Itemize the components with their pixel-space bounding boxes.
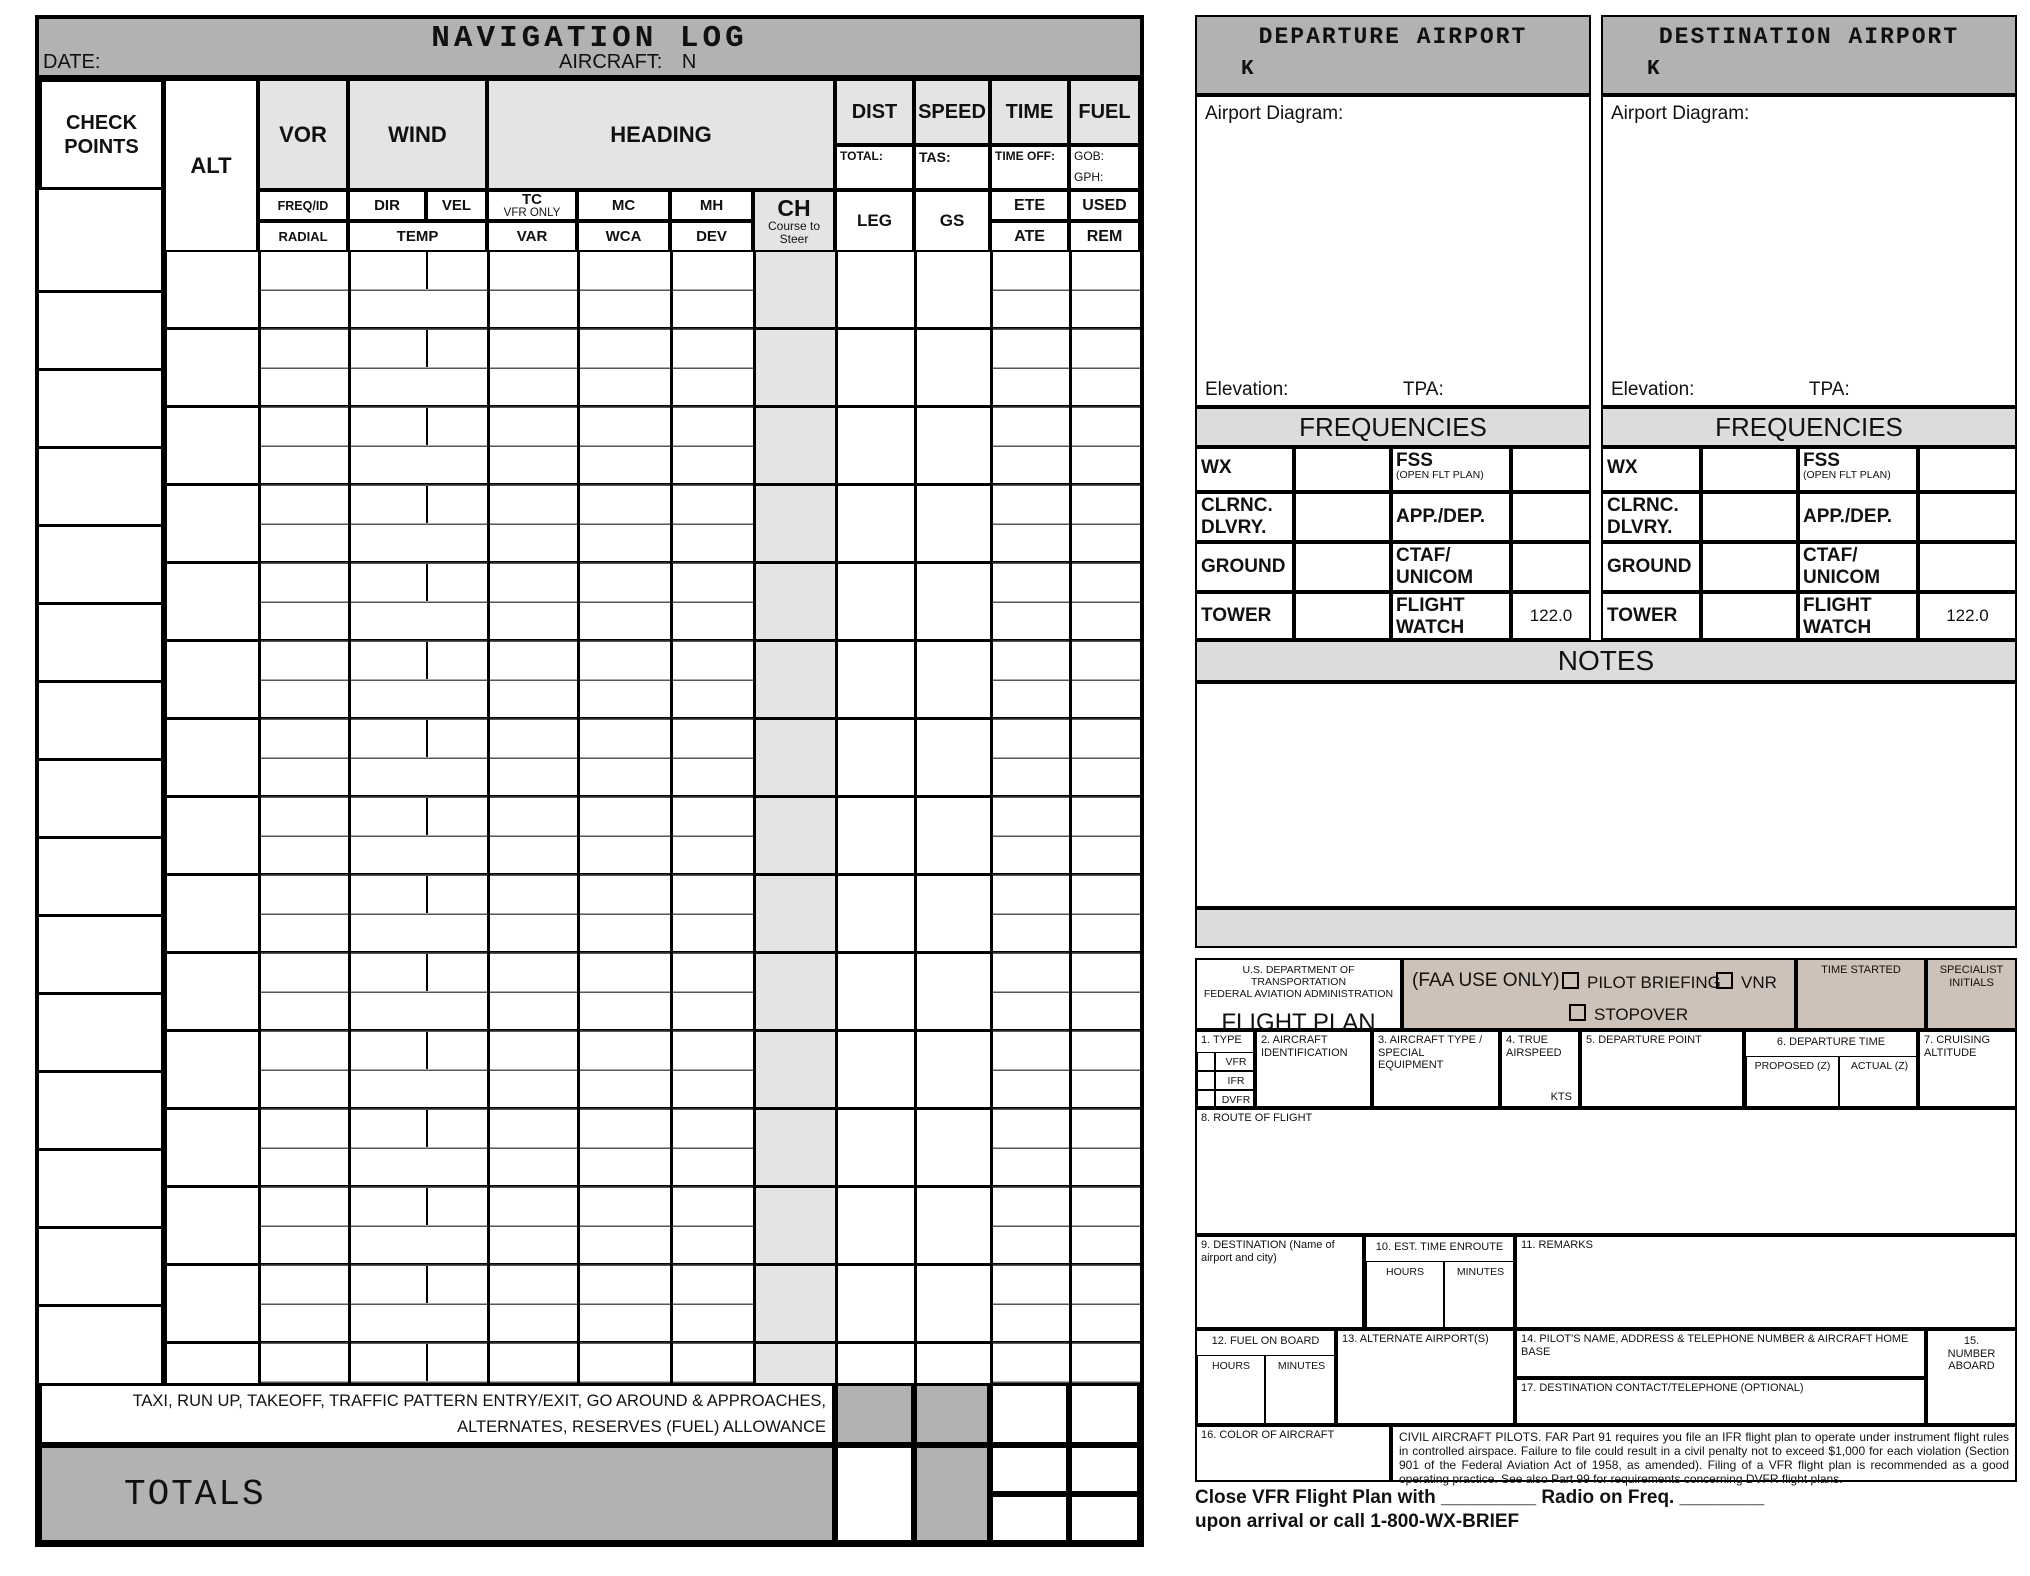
fp-type-cell bbox=[1195, 1030, 1255, 1108]
tas-cell: TAS: bbox=[914, 145, 990, 190]
fp-destination-cell bbox=[1195, 1235, 1364, 1329]
vel-header: VEL bbox=[426, 190, 487, 221]
taxi-dist-cell bbox=[835, 1383, 914, 1445]
freq-value-cell bbox=[1701, 542, 1798, 592]
taxi-note-line1: TAXI, RUN UP, TAKEOFF, TRAFFIC PATTERN ENTRY/EXIT, GO AROUND & APPROACHES, bbox=[132, 1392, 826, 1410]
checkpoint-cell bbox=[39, 761, 161, 839]
departure-elevation-label: Elevation: bbox=[1205, 379, 1289, 400]
col-line-dist bbox=[835, 252, 838, 1383]
col-line-fuel bbox=[1069, 252, 1072, 1383]
stopover-checkbox bbox=[1569, 1004, 1586, 1021]
departure-diagram-label: Airport Diagram: bbox=[1205, 103, 1344, 124]
freq-value-cell bbox=[1701, 492, 1798, 542]
vfr-checkbox-cell bbox=[1197, 1052, 1215, 1071]
freq-label-cell bbox=[1391, 492, 1511, 542]
destination-frequency-table bbox=[1601, 447, 2017, 640]
freq-label: CTAF/ UNICOM bbox=[1396, 545, 1474, 588]
fp-fuel-minutes-label: MINUTES bbox=[1277, 1360, 1326, 1372]
freq-label-cell bbox=[1798, 592, 1918, 640]
fp-est-hours-cell bbox=[1366, 1261, 1444, 1331]
totals-rem-cell bbox=[1069, 1494, 1140, 1543]
fp-type-dvfr-row bbox=[1197, 1090, 1257, 1109]
fp-number-aboard-cell bbox=[1926, 1329, 2017, 1425]
fp-true-airspeed-cell bbox=[1500, 1030, 1580, 1108]
col-line-alt bbox=[164, 252, 167, 1383]
fp-pilot-briefing-option bbox=[1562, 972, 1721, 993]
close-plan-footer bbox=[1195, 1487, 2017, 1533]
freq-label: FLIGHT WATCH bbox=[1803, 595, 1872, 638]
freq-value-cell bbox=[1918, 542, 2017, 592]
col-line-wind bbox=[348, 252, 351, 1383]
fp-fuel-hours-label: HOURS bbox=[1212, 1360, 1250, 1372]
freq-value-cell bbox=[1294, 447, 1391, 492]
freq-label: WX bbox=[1607, 457, 1638, 478]
freq-label: FLIGHT WATCH bbox=[1396, 595, 1465, 638]
rem-header: REM bbox=[1069, 221, 1140, 252]
col-line-dir-vel bbox=[426, 252, 428, 1383]
freq-label: FSS bbox=[1396, 450, 1433, 471]
departure-frequency-table bbox=[1195, 447, 1591, 640]
freq-label: TOWER bbox=[1607, 605, 1678, 626]
aircraft-value: N bbox=[681, 51, 697, 73]
departure-airport-header bbox=[1195, 15, 1591, 95]
fp-proposed-label: PROPOSED (Z) bbox=[1754, 1060, 1831, 1072]
fp-departure-point-label: 5. DEPARTURE POINT bbox=[1586, 1034, 1702, 1046]
freq-value-cell bbox=[1511, 592, 1591, 640]
vnr-label: VNR bbox=[1741, 973, 1777, 992]
fp-cruising-altitude-cell bbox=[1918, 1030, 2017, 1108]
fp-est-time-label: 10. EST. TIME ENROUTE bbox=[1375, 1241, 1504, 1253]
taxi-note-line2: ALTERNATES, RESERVES (FUEL) ALLOWANCE bbox=[457, 1417, 826, 1436]
fp-aircraft-id-cell bbox=[1255, 1030, 1372, 1108]
freq-label-cell bbox=[1391, 592, 1511, 640]
totals-dist-cell bbox=[835, 1445, 914, 1543]
fp-departure-time-label: 6. DEPARTURE TIME bbox=[1776, 1036, 1886, 1048]
fp-faa-use-box bbox=[1402, 958, 1796, 1030]
freq-label: CLRNC. DLVRY. bbox=[1201, 495, 1273, 538]
pilot-briefing-label: PILOT BRIEFING bbox=[1587, 973, 1721, 992]
fp-remarks-label: 11. REMARKS bbox=[1521, 1239, 1593, 1251]
checkpoint-cell bbox=[39, 1073, 161, 1151]
fp-type-label: 1. TYPE bbox=[1201, 1034, 1242, 1046]
freq-value-cell bbox=[1918, 492, 2017, 542]
freq-value-cell bbox=[1918, 592, 2017, 640]
gob-label: GOB: bbox=[1074, 149, 1105, 163]
close-plan-line2: upon arrival or call 1-800-WX-BRIEF bbox=[1195, 1511, 1520, 1532]
freq-label: FSS bbox=[1803, 450, 1840, 471]
checkpoint-cell bbox=[39, 449, 161, 527]
freq-label-cell bbox=[1391, 447, 1511, 492]
freq-label-cell bbox=[1601, 592, 1701, 640]
nav-log-title: NAVIGATION LOG bbox=[431, 21, 748, 56]
taxi-note-cell bbox=[39, 1383, 835, 1445]
departure-airport-title: DEPARTURE AIRPORT bbox=[1258, 24, 1528, 50]
freq-value-cell bbox=[1294, 492, 1391, 542]
ifr-checkbox-cell bbox=[1197, 1071, 1215, 1090]
destination-elevation-label: Elevation: bbox=[1611, 379, 1695, 400]
col-header-check-points: CHECK POINTS bbox=[39, 79, 164, 190]
checkpoint-cell bbox=[39, 683, 161, 761]
checkpoint-cell bbox=[39, 1151, 161, 1229]
totals-ete-cell bbox=[990, 1445, 1069, 1494]
fp-color-of-aircraft-cell bbox=[1195, 1425, 1391, 1482]
checkpoint-cell bbox=[39, 293, 161, 371]
freq-label-note: (OPEN FLT PLAN) bbox=[1803, 469, 1891, 481]
freq-value-cell bbox=[1511, 542, 1591, 592]
fp-est-minutes-label: MINUTES bbox=[1456, 1266, 1505, 1278]
close-plan-line1: Close VFR Flight Plan with _________ Radio on Freq. ________ bbox=[1195, 1487, 1765, 1508]
right-panel bbox=[1195, 15, 2017, 1565]
fp-route-label: 8. ROUTE OF FLIGHT bbox=[1201, 1112, 1313, 1124]
fp-civil-notice-cell bbox=[1391, 1425, 2017, 1487]
freq-label-cell bbox=[1195, 447, 1294, 492]
fp-destination-contact-cell bbox=[1515, 1378, 1926, 1425]
checkpoint-cell bbox=[39, 1229, 161, 1307]
fp-actual-cell bbox=[1839, 1056, 1920, 1110]
leg-header: LEG bbox=[835, 190, 914, 252]
totals-speed-cell bbox=[914, 1445, 990, 1543]
freq-label: APP./DEP. bbox=[1803, 506, 1893, 527]
radial-header: RADIAL bbox=[258, 221, 348, 252]
col-header-fuel: FUEL bbox=[1069, 79, 1140, 145]
freq-id-header: FREQ/ID bbox=[258, 190, 348, 221]
checkpoint-cell bbox=[39, 917, 161, 995]
freq-value-cell bbox=[1511, 492, 1591, 542]
fp-agency-box bbox=[1195, 958, 1402, 1036]
freq-label-cell bbox=[1798, 542, 1918, 592]
freq-label-cell bbox=[1601, 447, 1701, 492]
departure-tpa-label: TPA: bbox=[1402, 379, 1444, 400]
fp-kts-label: KTS bbox=[1550, 1091, 1572, 1103]
freq-value-cell bbox=[1701, 592, 1798, 640]
freq-label: TOWER bbox=[1201, 605, 1272, 626]
fp-alternate-airports-label: 13. ALTERNATE AIRPORT(S) bbox=[1342, 1333, 1489, 1345]
col-header-heading: HEADING bbox=[487, 79, 835, 190]
freq-label-cell bbox=[1195, 592, 1294, 640]
var-header: VAR bbox=[487, 221, 577, 252]
freq-label-cell bbox=[1391, 542, 1511, 592]
fp-fuel-on-board-cell bbox=[1195, 1329, 1336, 1425]
dev-header: DEV bbox=[670, 221, 753, 252]
destination-airport-header bbox=[1601, 15, 2017, 95]
ch-note: Course to Steer bbox=[767, 219, 821, 247]
vnr-checkbox bbox=[1716, 972, 1733, 989]
freq-value-cell bbox=[1294, 592, 1391, 640]
freq-label: WX bbox=[1201, 457, 1232, 478]
ch-label: CH bbox=[777, 195, 811, 222]
fp-est-time-cell bbox=[1364, 1235, 1515, 1329]
col-header-wind: WIND bbox=[348, 79, 487, 190]
pilot-briefing-checkbox bbox=[1562, 972, 1579, 989]
totals-label: TOTALS bbox=[124, 1473, 266, 1515]
used-header: USED bbox=[1069, 190, 1140, 221]
freq-value-cell bbox=[1918, 447, 2017, 492]
ifr-label-cell: IFR bbox=[1215, 1071, 1257, 1090]
destination-diagram-label: Airport Diagram: bbox=[1611, 103, 1750, 124]
fp-fuel-hours-cell bbox=[1197, 1355, 1265, 1427]
dvfr-label-cell: DVFR bbox=[1215, 1090, 1257, 1109]
checkpoint-cell bbox=[39, 527, 161, 605]
notes-area bbox=[1195, 682, 2017, 908]
fp-fuel-on-board-label: 12. FUEL ON BOARD bbox=[1211, 1335, 1320, 1347]
total-cell: TOTAL: bbox=[835, 145, 914, 190]
col-header-time: TIME bbox=[990, 79, 1069, 145]
fp-specialist-label: SPECIALIST INITIALS bbox=[1939, 964, 2004, 990]
fp-alternate-airports-cell bbox=[1336, 1329, 1515, 1425]
fp-stopover-option bbox=[1569, 1004, 1688, 1025]
fp-specialist-box bbox=[1926, 958, 2017, 1030]
col-line-mh bbox=[670, 252, 673, 1383]
fp-type-vfr-row bbox=[1197, 1052, 1257, 1071]
freq-value-cell bbox=[1294, 542, 1391, 592]
fp-time-started-box bbox=[1796, 958, 1926, 1030]
freq-label-cell bbox=[1195, 542, 1294, 592]
destination-frequencies-header: FREQUENCIES bbox=[1601, 407, 2017, 447]
fp-civil-notice-text: CIVIL AIRCRAFT PILOTS. FAR Part 91 requires you file an IFR flight plan to operate under instrument flight rules in controlled airspace. Failure to file could result in a civil penalty not to exceed $1,000 for each violation (Section 901 of the Federal Aviation Act of 1958, as amended). Filing of a VFR flight plan is recommended as a good operating practice. See also Part 99 for requirements concerning DVFR flight plans. bbox=[1399, 1430, 2009, 1487]
fp-est-hours-label: HOURS bbox=[1386, 1266, 1424, 1278]
fp-color-of-aircraft-label: 16. COLOR OF AIRCRAFT bbox=[1201, 1429, 1335, 1441]
col-line-vor bbox=[258, 252, 261, 1383]
checkpoint-cell bbox=[39, 190, 161, 293]
fp-aircraft-type-cell bbox=[1372, 1030, 1500, 1108]
col-header-dist: DIST bbox=[835, 79, 914, 145]
departure-airport-code: K bbox=[1241, 58, 1254, 81]
mc-header: MC bbox=[577, 190, 670, 221]
checkpoints-column bbox=[39, 190, 164, 1383]
fp-faa-use-label: (FAA USE ONLY) bbox=[1412, 970, 1560, 991]
freq-label: GROUND bbox=[1607, 556, 1692, 577]
flight-plan-form bbox=[1195, 958, 2017, 1487]
ete-header: ETE bbox=[990, 190, 1069, 221]
tc-label: TC bbox=[522, 190, 542, 208]
gph-label: GPH: bbox=[1074, 170, 1104, 184]
fp-aircraft-id-label: 2. AIRCRAFT IDENTIFICATION bbox=[1261, 1034, 1348, 1059]
tc-header bbox=[487, 190, 577, 221]
fp-type-ifr-row bbox=[1197, 1071, 1257, 1090]
fp-cruising-altitude-label: 7. CRUISING ALTITUDE bbox=[1924, 1034, 1991, 1059]
temp-header: TEMP bbox=[348, 221, 487, 252]
freq-value: 122.0 bbox=[1529, 606, 1573, 625]
time-off-cell: TIME OFF: bbox=[990, 145, 1069, 190]
gob-gph-cell bbox=[1069, 145, 1140, 190]
departure-diagram-box bbox=[1195, 95, 1591, 407]
fp-pilot-name-cell bbox=[1515, 1329, 1926, 1378]
body-midrow-lines-left bbox=[258, 252, 753, 1383]
destination-airport-title: DESTINATION AIRPORT bbox=[1658, 24, 1960, 50]
fp-true-airspeed-label: 4. TRUE AIRSPEED bbox=[1506, 1034, 1562, 1059]
fp-remarks-cell bbox=[1515, 1235, 2017, 1329]
departure-frequencies-header: FREQUENCIES bbox=[1195, 407, 1591, 447]
fp-aircraft-type-label: 3. AIRCRAFT TYPE / SPECIAL EQUIPMENT bbox=[1378, 1034, 1483, 1072]
freq-label-cell bbox=[1798, 447, 1918, 492]
date-label: DATE: bbox=[43, 51, 101, 73]
destination-airport-code: K bbox=[1647, 58, 1660, 81]
fp-title: FLIGHT PLAN bbox=[1221, 1009, 1376, 1036]
stopover-label: STOPOVER bbox=[1594, 1005, 1689, 1024]
freq-label-cell bbox=[1601, 542, 1701, 592]
gs-header: GS bbox=[914, 190, 990, 252]
notes-bottom-bar bbox=[1195, 908, 2017, 948]
destination-tpa-label: TPA: bbox=[1808, 379, 1850, 400]
dir-header: DIR bbox=[348, 190, 426, 221]
checkpoint-cell bbox=[39, 839, 161, 917]
col-line-speed bbox=[914, 252, 917, 1383]
freq-label-cell bbox=[1601, 492, 1701, 542]
mh-header: MH bbox=[670, 190, 753, 221]
freq-label: APP./DEP. bbox=[1396, 506, 1486, 527]
freq-value-cell bbox=[1511, 447, 1591, 492]
taxi-fuel-cell bbox=[1069, 1383, 1140, 1445]
fp-time-started-label: TIME STARTED bbox=[1821, 964, 1901, 976]
fp-actual-label: ACTUAL (Z) bbox=[1850, 1060, 1909, 1072]
fp-destination-contact-label: 17. DESTINATION CONTACT/TELEPHONE (OPTIONAL) bbox=[1521, 1382, 1804, 1394]
freq-label: GROUND bbox=[1201, 556, 1286, 577]
col-line-time bbox=[990, 252, 993, 1383]
fp-est-minutes-cell bbox=[1444, 1261, 1517, 1331]
ate-header: ATE bbox=[990, 221, 1069, 252]
fp-departure-time-cell bbox=[1744, 1030, 1918, 1108]
aircraft-label: AIRCRAFT: bbox=[559, 51, 663, 73]
fp-pilot-name-label: 14. PILOT'S NAME, ADDRESS & TELEPHONE NUMBER & AIRCRAFT HOME BASE bbox=[1521, 1333, 1909, 1358]
vfr-label-cell: VFR bbox=[1215, 1052, 1257, 1071]
aircraft-field bbox=[559, 51, 696, 74]
freq-label: CLRNC. DLVRY. bbox=[1607, 495, 1679, 538]
fp-departure-point-cell bbox=[1580, 1030, 1744, 1108]
fp-destination-label: 9. DESTINATION (Name of airport and city) bbox=[1201, 1239, 1335, 1264]
fp-vnr-option bbox=[1716, 972, 1777, 993]
checkpoint-cell bbox=[39, 995, 161, 1073]
wca-header: WCA bbox=[577, 221, 670, 252]
freq-label: CTAF/ UNICOM bbox=[1803, 545, 1881, 588]
col-line-mc bbox=[577, 252, 580, 1383]
fp-number-aboard-label: 15. NUMBER ABOARD bbox=[1947, 1335, 1996, 1373]
freq-label-cell bbox=[1798, 492, 1918, 542]
destination-diagram-box bbox=[1601, 95, 2017, 407]
totals-band bbox=[39, 1445, 835, 1543]
fp-agency-line2: FEDERAL AVIATION ADMINISTRATION bbox=[1203, 988, 1394, 1000]
taxi-time-cell bbox=[990, 1383, 1069, 1445]
taxi-speed-cell bbox=[914, 1383, 990, 1445]
col-header-alt: ALT bbox=[164, 79, 258, 252]
nav-log-title-bar bbox=[39, 19, 1140, 79]
checkpoint-cell bbox=[39, 371, 161, 449]
col-line-tc bbox=[487, 252, 490, 1383]
col-line-ch bbox=[753, 252, 756, 1383]
totals-ate-cell bbox=[990, 1494, 1069, 1543]
tc-note: VFR ONLY bbox=[503, 207, 561, 220]
totals-used-cell bbox=[1069, 1445, 1140, 1494]
body-midrow-lines-right bbox=[990, 252, 1140, 1383]
fp-route-cell bbox=[1195, 1108, 2017, 1235]
ch-header bbox=[753, 190, 835, 252]
dvfr-checkbox-cell bbox=[1197, 1090, 1215, 1109]
notes-header: NOTES bbox=[1195, 640, 2017, 682]
fp-agency-line1: U.S. DEPARTMENT OF TRANSPORTATION bbox=[1242, 964, 1355, 988]
freq-label-note: (OPEN FLT PLAN) bbox=[1396, 469, 1484, 481]
freq-label-cell bbox=[1195, 492, 1294, 542]
nav-log-table bbox=[35, 15, 1144, 1547]
freq-value: 122.0 bbox=[1946, 606, 1989, 625]
fp-proposed-cell bbox=[1746, 1056, 1839, 1110]
col-header-speed: SPEED bbox=[914, 79, 990, 145]
fp-fuel-minutes-cell bbox=[1265, 1355, 1338, 1427]
checkpoint-cell bbox=[39, 1307, 161, 1383]
col-header-vor: VOR bbox=[258, 79, 348, 190]
freq-value-cell bbox=[1701, 447, 1798, 492]
checkpoint-cell bbox=[39, 605, 161, 683]
